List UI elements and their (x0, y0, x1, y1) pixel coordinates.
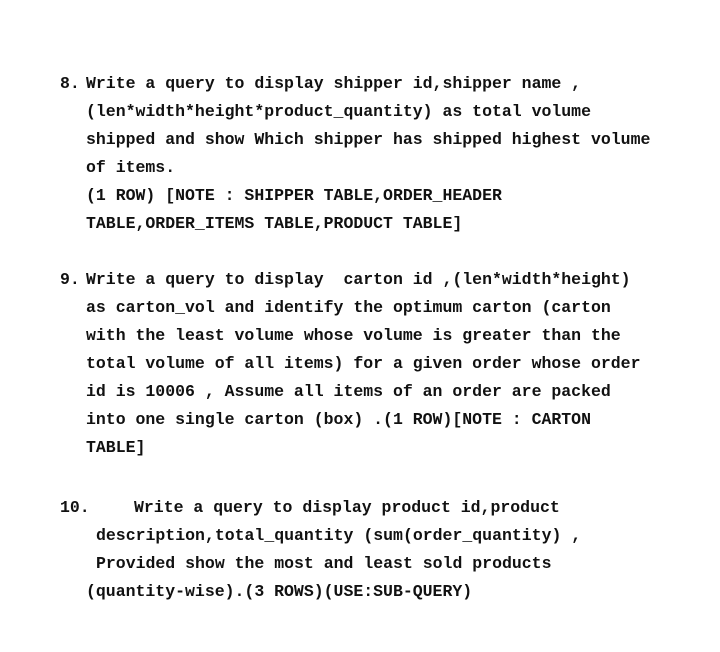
question-text-line: shipped and show Which shipper has shipped highest volume (86, 130, 651, 149)
question-text-line: (quantity-wise).(3 ROWS)(USE:SUB-QUERY) (86, 582, 473, 601)
question-text-line: description,total_quantity (sum(order_quantity) , (96, 526, 582, 545)
question-text-line: into one single carton (box) .(1 ROW)[NOTE : CARTON (86, 410, 591, 429)
question-text-line: Write a query to display product id,product (134, 498, 560, 517)
question-text-line: Provided show the most and least sold products (96, 554, 552, 573)
question-text-line: TABLE] (86, 438, 146, 457)
question-text-line: TABLE,ORDER_ITEMS TABLE,PRODUCT TABLE] (86, 214, 463, 233)
question-number: 8. (60, 74, 80, 93)
question-text-line: total volume of all items) for a given order whose order (86, 354, 641, 373)
question-text-line: Write a query to display shipper id,shipper name , (86, 74, 582, 93)
question-text-line: id is 10006 , Assume all items of an order are packed (86, 382, 611, 401)
question-text-line: (len*width*height*product_quantity) as total volume (86, 102, 591, 121)
question-number: 9. (60, 270, 80, 289)
question-text-line: (1 ROW) [NOTE : SHIPPER TABLE,ORDER_HEADER (86, 186, 502, 205)
question-text-line: as carton_vol and identify the optimum carton (carton (86, 298, 611, 317)
question-number: 10. (60, 498, 90, 517)
question-text-line: with the least volume whose volume is greater than the (86, 326, 621, 345)
question-text-line: of items. (86, 158, 176, 177)
question-text-line: Write a query to display carton id ,(len*width*height) (86, 270, 631, 289)
